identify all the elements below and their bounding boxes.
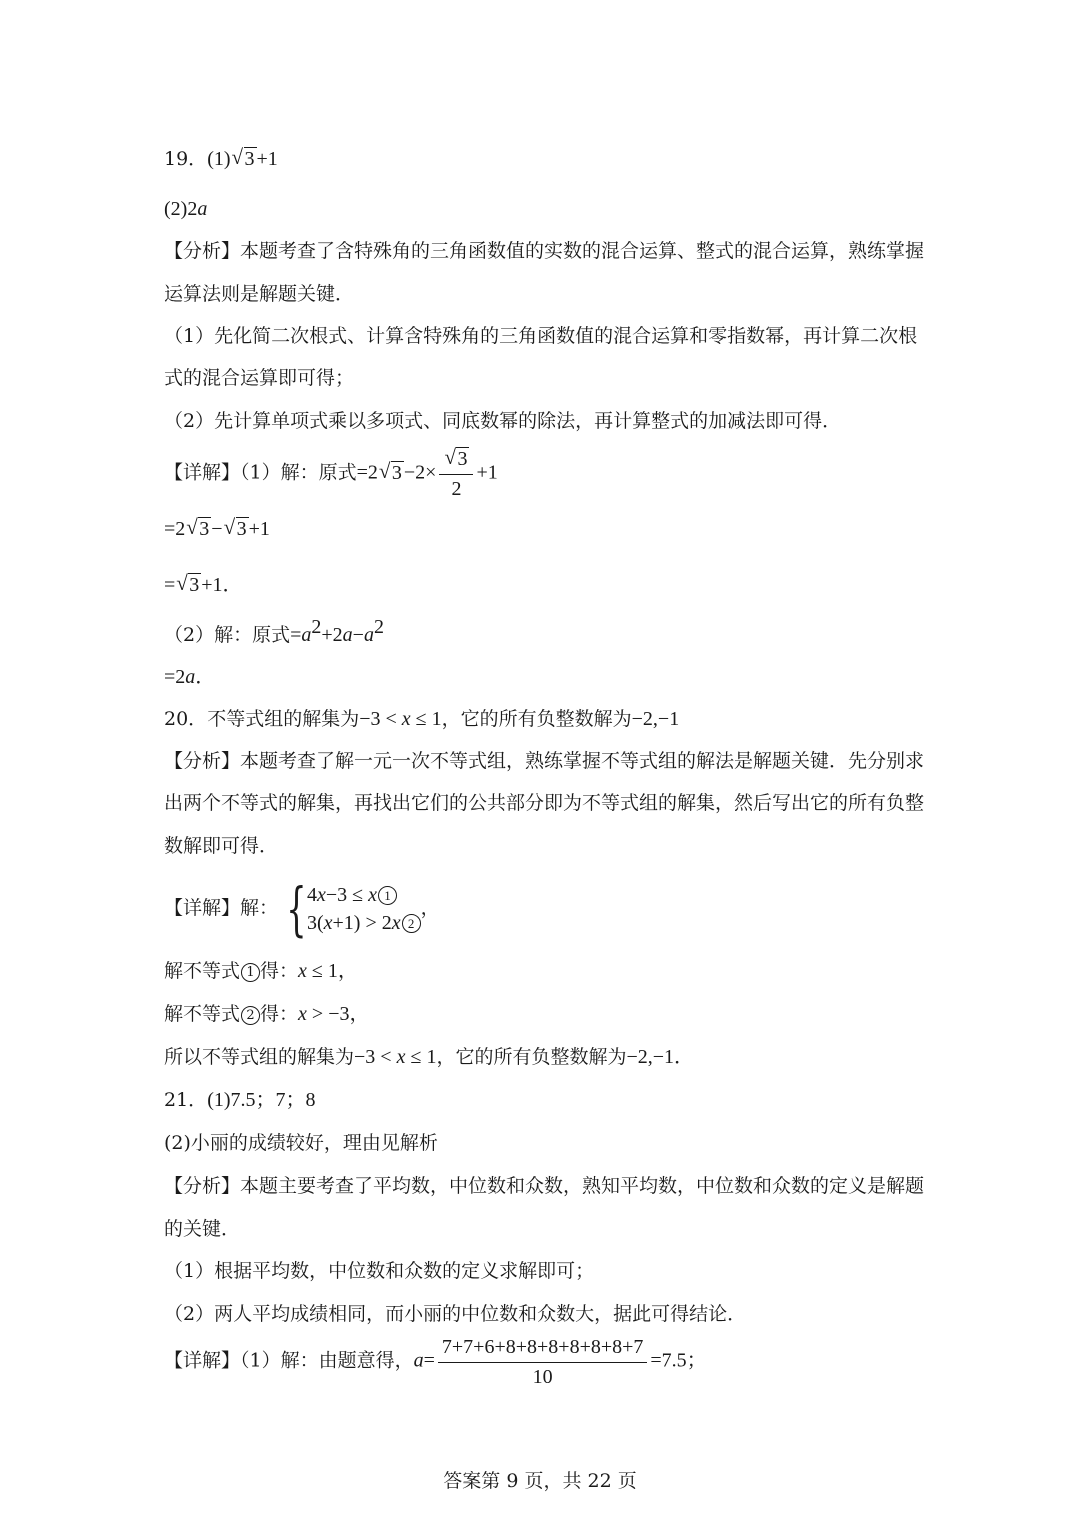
q21-answer-2: (2)小丽的成绩较好，理由见解析 [164,1132,438,1154]
q20-detail-system: 【详解】解： { 4x−3 ≤ x 1 3(x+1) > 2x 2 ， [164,875,440,943]
inequality-system: { 4x−3 ≤ x 1 3(x+1) > 2x 2 [278,880,421,938]
q20-analysis-line-2: 出两个不等式的解集，再找出它们的公共部分即为不等式组的解集，然后写出它的所有负整 [164,792,925,814]
sqrt: √ 3 [177,572,201,598]
analysis-tag: 【分析】 [164,1175,241,1197]
detail-tag: 【详解】 [164,461,241,484]
q20-conclusion: 所以不等式组的解集为−3 < x ≤ 1，它的所有负整数解为−2,−1． [164,1046,695,1068]
q21-step-2: （2）两人平均成绩相同，而小丽的中位数和众数大，据此可得结论． [164,1303,747,1325]
detail-tag: 【详解】 [164,897,241,919]
sqrt: √ 3 [225,516,249,542]
q20-analysis-line-1: 【分析】本题考查了解一元一次不等式组，熟练掌握不等式组的解法是解题关键．先分别求 [164,750,925,772]
q21-step-1: （1）根据平均数，中位数和众数的定义求解即可； [164,1260,595,1282]
analysis-tag: 【分析】 [164,240,241,262]
q20-solution-1: 解不等式 1 得：x ≤ 1， [164,960,358,982]
analysis-tag: 【分析】 [164,750,241,772]
circled-number: 2 [241,1006,260,1025]
circled-number: 1 [378,886,397,905]
fraction: $\frac{7+7+6+8+8+8+8+8+8+7}{10}$ [438,1334,648,1389]
q19-analysis-line-2: 运算法则是解题关键． [164,283,355,305]
q19-step1-line-2: 式的混合运算即可得； [164,367,355,389]
q19-step2-line: （2）先计算单项式乘以多项式、同底数幂的除法，再计算整式的加减法即可得． [164,410,842,432]
q21-answer-1: 21．(1)7.5；7；8 [164,1089,316,1111]
q19-part2-line-2: =2a． [164,666,216,688]
page-footer: 答案第 9 页，共 22 页 [443,1470,637,1492]
q19-step1-line-1: （1）先化简二次根式、计算含特殊角的三角函数值的混合运算和零指数幂，再计算二次根 [164,325,918,347]
q21-analysis-line-1: 【分析】本题主要考查了平均数，中位数和众数，熟知平均数，中位数和众数的定义是解题 [164,1175,925,1197]
q21-detail-line: 【详解】（1）解：由题意得，a= $\frac{7+7+6+8+8+8+8+8+8+7}{10}$ =7.5； [164,1336,707,1388]
q21-analysis-line-2: 的关键． [164,1218,241,1240]
q20-analysis-line-3: 数解即可得． [164,835,279,857]
q19-detail-line-1: 【详解】（1）解：原式=2√ 3 −2× √ $\frac{3}{2}$ +1 [164,446,498,501]
q19-part2-line-1: （2）解：原式$=a^2+2a-a^2$ [164,616,384,646]
q19-detail-line-3: =√ 3 +1． [164,572,243,598]
q19-detail-line-2: =2√ 3 −√ 3 +1 [164,516,270,542]
detail-tag: 【详解】 [164,1349,241,1372]
circled-number: 1 [241,963,260,982]
sqrt: √ 3 [233,146,257,172]
sqrt: √ 3 [187,516,211,542]
q20-answer: 20．不等式组的解集为−3 < x ≤ 1，它的所有负整数解为−2,−1 [164,708,680,730]
q20-solution-2: 解不等式 2 得：x > −3， [164,1003,370,1025]
fraction: √ $\frac{3}{2}$ [439,446,473,501]
q19-analysis-line-1: 【分析】本题考查了含特殊角的三角函数值的实数的混合运算、整式的混合运算，熟练掌握 [164,240,925,262]
circled-number: 2 [402,914,421,933]
sqrt: √ 3 [380,460,404,486]
q19-answer-1: 19．(1)√ 3 +1 [164,146,278,172]
q19-answer-2: (2)2a [164,198,208,220]
